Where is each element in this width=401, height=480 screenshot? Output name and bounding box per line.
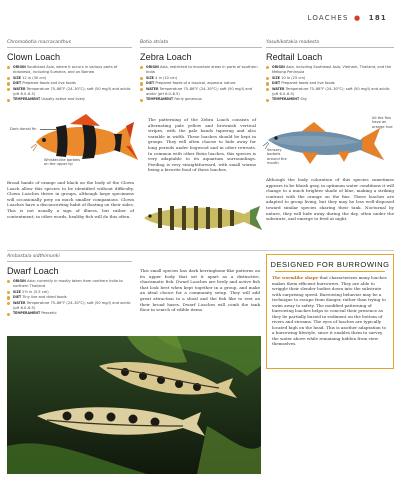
feature-box-text: The wormlike shape that characterizes many loaches makes them efficient burrowers. They are able to wriggle their slender bodies down into the substrate with surprising speed. Burrowing behavior may be a technique to escape from danger, rather than trying to swim away to safety. The modified patterning of burrowing loaches helps to conceal their presence as they lie partially buried in sediment on the bottom of rivers and streams. The eyes of loaches are typically located high on the head. This is another adaptation to a burrowing lifestyle, since it enables them to survey the water above while remaining hidden from view themselves. [272, 275, 387, 346]
fact-temperament: TEMPERAMENT Fairly generous [140, 97, 262, 102]
redtail-loach-title: Redtail Loach [266, 52, 323, 62]
fact-temperament: TEMPERAMENT Usually active and lively [7, 97, 132, 102]
fact-temperament: TEMPERAMENT Peaceful [7, 311, 132, 316]
fact-size: SIZE 10 in (25 cm) [266, 76, 394, 81]
fact-temperament: TEMPERAMENT Shy [266, 97, 394, 102]
clown-loach-title: Clown Loach [7, 52, 61, 62]
redtail-loach-facts [266, 65, 394, 103]
callout-sensory-barbels: Sensory barbels around the mouth [267, 148, 287, 166]
dwarf-loach-body: This small species has dark herringbone-like patterns on its upper body that set it apart as a distinctive, charismatic fish. Dwarf Loaches are lively and active fish that look best when kept together in a group, and make an ideal choice for a community setup. They will add great attraction to a shoal and the fish like to rest on their broad bases. Dwarf Loaches will comb the tank floor in search of edible items. [140, 268, 260, 313]
section-divider [7, 250, 394, 251]
callout-line [40, 129, 56, 130]
callout-fins: All the fins have an orange hue [372, 116, 393, 129]
fact-origin: ORIGIN Asia, restricted to mountain areas in parts of southern India [140, 65, 262, 76]
fact-diet: DIET Prepared foods and live foods [266, 81, 394, 86]
fact-diet: DIET Prepared foods of a tropical, aqueous nature [140, 81, 262, 86]
dwarf-loach-scientific-name: Ambastaia sidthimunki [7, 254, 132, 262]
zebra-loach-facts [140, 65, 262, 103]
page-number: 181 [368, 14, 387, 22]
burrowing-feature-box [266, 254, 394, 369]
redtail-loach-scientific-name: Yasuhikotakia modesta [266, 40, 394, 48]
header-bullet: ● [354, 14, 362, 22]
section-title: LOACHES [307, 14, 349, 22]
fact-size: SIZE 12 in (30 cm) [7, 76, 132, 81]
callout-barbels: Whisker-like barbels on the upper lip [44, 158, 81, 167]
fact-water: WATER Temperature 75–86°F (24–30°C); soft (50 mg/l) and acidic (pH 6.0–6.5) [266, 87, 394, 98]
running-header [307, 14, 387, 22]
fact-water: WATER Temperature 75–86°F (24–30°C); soft (50 mg/l) and acidic (pH 6.0–6.5) [7, 301, 132, 312]
dwarf-loach-facts [7, 279, 132, 317]
clown-loach-profile [7, 40, 132, 103]
clown-loach-scientific-name: Chromobotia macracanthus [7, 40, 132, 48]
fact-diet: DIET Tiny live and dried foods [7, 295, 132, 300]
zebra-loach-title: Zebra Loach [140, 52, 192, 62]
fact-origin: ORIGIN Asia; currently in mostly taken from northern India to northern Thailand [7, 279, 132, 290]
fact-water: WATER Temperature 75–86°F (24–30°C); soft (50 mg/l) and acidic (pH 6.0–6.5) [140, 87, 262, 98]
zebra-loach-scientific-name: Botia striata [140, 40, 262, 48]
fact-origin: ORIGIN Southeast Asia, where it occurs in various parts of Indonesia, including Sumatra, and on Borneo [7, 65, 132, 76]
fact-size: SIZE 2½ in (5.5 cm) [7, 290, 132, 295]
feature-box-rule [275, 271, 385, 272]
redtail-loach-body: Although the body coloration of this species sometimes appears to be bluish gray, in optimum water conditions it will change to a much brighter shade of blue, making a striking contrast with the orange on the fins. These loaches are adapted to group living, but they may be less well-disposed toward similar species sharing their tank. Nocturnal by nature, they will hide away during the day, often under the substrate, and emerge to feed at night. [266, 177, 394, 222]
clown-loach-body: Broad bands of orange and black on the body of the Clown Loach allow this species to be identified without difficulty. Clown Loaches thrive in groups, although large specimens will occasionally prey on much smaller companions. Clown Loaches have a disconcerting habit of floating on their sides. This is not usually a sign of illness, but rather of contentment; in other words, healthy fish will do this often. [7, 180, 134, 219]
redtail-loach-profile [266, 40, 394, 103]
zebra-loach-profile [140, 40, 262, 103]
dwarf-loach-title: Dwarf Loach [7, 266, 59, 276]
fact-origin: ORIGIN Asia, including Southeast Asia, Vietnam, Thailand, and the Mekong Peninsula [266, 65, 394, 76]
callout-dark-band: Dark dorsal fin [10, 127, 37, 131]
dwarf-loach-profile [7, 254, 132, 317]
zebra-loach-photo [140, 200, 264, 236]
fact-size: SIZE 4 in (10 cm) [140, 76, 262, 81]
fact-diet: DIET Prepared foods and live foods [7, 81, 132, 86]
fact-water: WATER Temperature 75–86°F (24–30°C); soft (50 mg/l) and acidic (pH 6.0–6.5) [7, 87, 132, 98]
zebra-loach-body: The patterning of the Zebra Loach consists of alternating pale yellow and brownish vertical stripes, with the pale bands tapering and also variable in width. These loaches should be kept in groups. They will often choose to hide away for long periods under bogwood and in other retreats. In common with other Botia loaches, this species is very adaptable to its aquarium surroundings. Feeding is very straightforward, with small worms being a favorite food of these loaches. [148, 117, 256, 173]
clown-loach-facts [7, 65, 132, 103]
feature-box-title: DESIGNED FOR BURROWING [270, 260, 390, 269]
dwarf-loach-photo [7, 336, 261, 474]
